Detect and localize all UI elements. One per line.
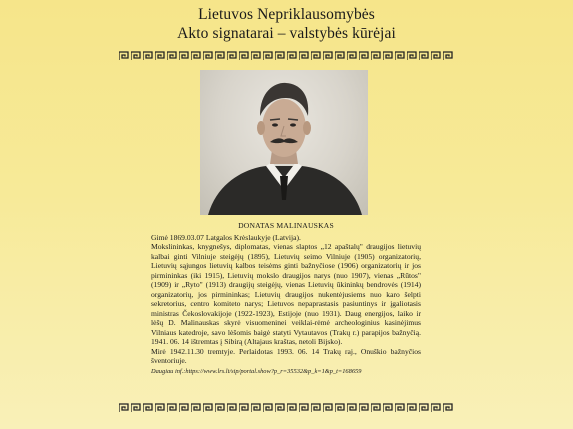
person-name: DONATAS MALINAUSKAS bbox=[238, 221, 334, 230]
biography bbox=[151, 221, 421, 376]
greek-key-border-bottom-icon bbox=[119, 403, 455, 413]
title-line-2: Akto signatarai – valstybės kūrėjai bbox=[177, 25, 396, 42]
title-line-1: Lietuvos Nepriklausomybės bbox=[198, 6, 375, 23]
birth-text: Gimė 1869.03.07 Latgalos Krėslaukyje (Latvija). bbox=[151, 232, 301, 242]
greek-key-border-top-icon bbox=[119, 51, 455, 61]
career-text: Mokslininkas, knygnešys, diplomatas, vienas slaptos „12 apaštalų" draugijos lietuvių kalbai ginti Vilniuje steigėjų (1895), Lietuvių seimo Vilniuje (1905) organizatorių, Lietuvių sąjungos lietuvių kalbos teisėms ginti bažnyčiose (1906) organizatorių ir jos pirmininkas (iki 1915), Lietuvių mokslo draugijos narys (nuo 1907), vienas „Rūtos" (1909) ir „Ryto" (1913) draugijų steigėjų, vienas Lietuvių ūkininkų bendrovės (1914) organizatorių, jos pirmininkas; Lietuvių draugijos nukentėjusiems nuo karo šelpti sekretorius, centro komiteto narys; Lietuvos nepaprastasis pasiuntinys ir įgaliotasis ministras Čekoslovakijoje (1922-1923), Estijoje (nuo 1931). Daug energijos, laiko ir lėšų D. Malinauskas skyrė visuomeninei veiklai-rėmė archeologinius kasinėjimus Vilniaus katedroje, savo lėšomis baigė statyti Vytautavos (Trakų r.) parapijos bažnyčią. 1941. 06. 14 ištremtas į Sibirą (Altajaus kraštas, netoli Bijsko). bbox=[151, 242, 421, 346]
death-text: Mirė 1942.11.30 tremtyje. Perlaidotas 1993. 06. 14 Trakų raj., Onuškio bažnyčios šventoriuje. bbox=[151, 346, 421, 365]
source-link[interactable]: Daugiau inf.:https://www.lrs.lt/sip/portal.show?p_r=35532&p_k=1&p_t=168659 bbox=[151, 367, 362, 375]
portrait-photo-icon bbox=[200, 70, 368, 215]
